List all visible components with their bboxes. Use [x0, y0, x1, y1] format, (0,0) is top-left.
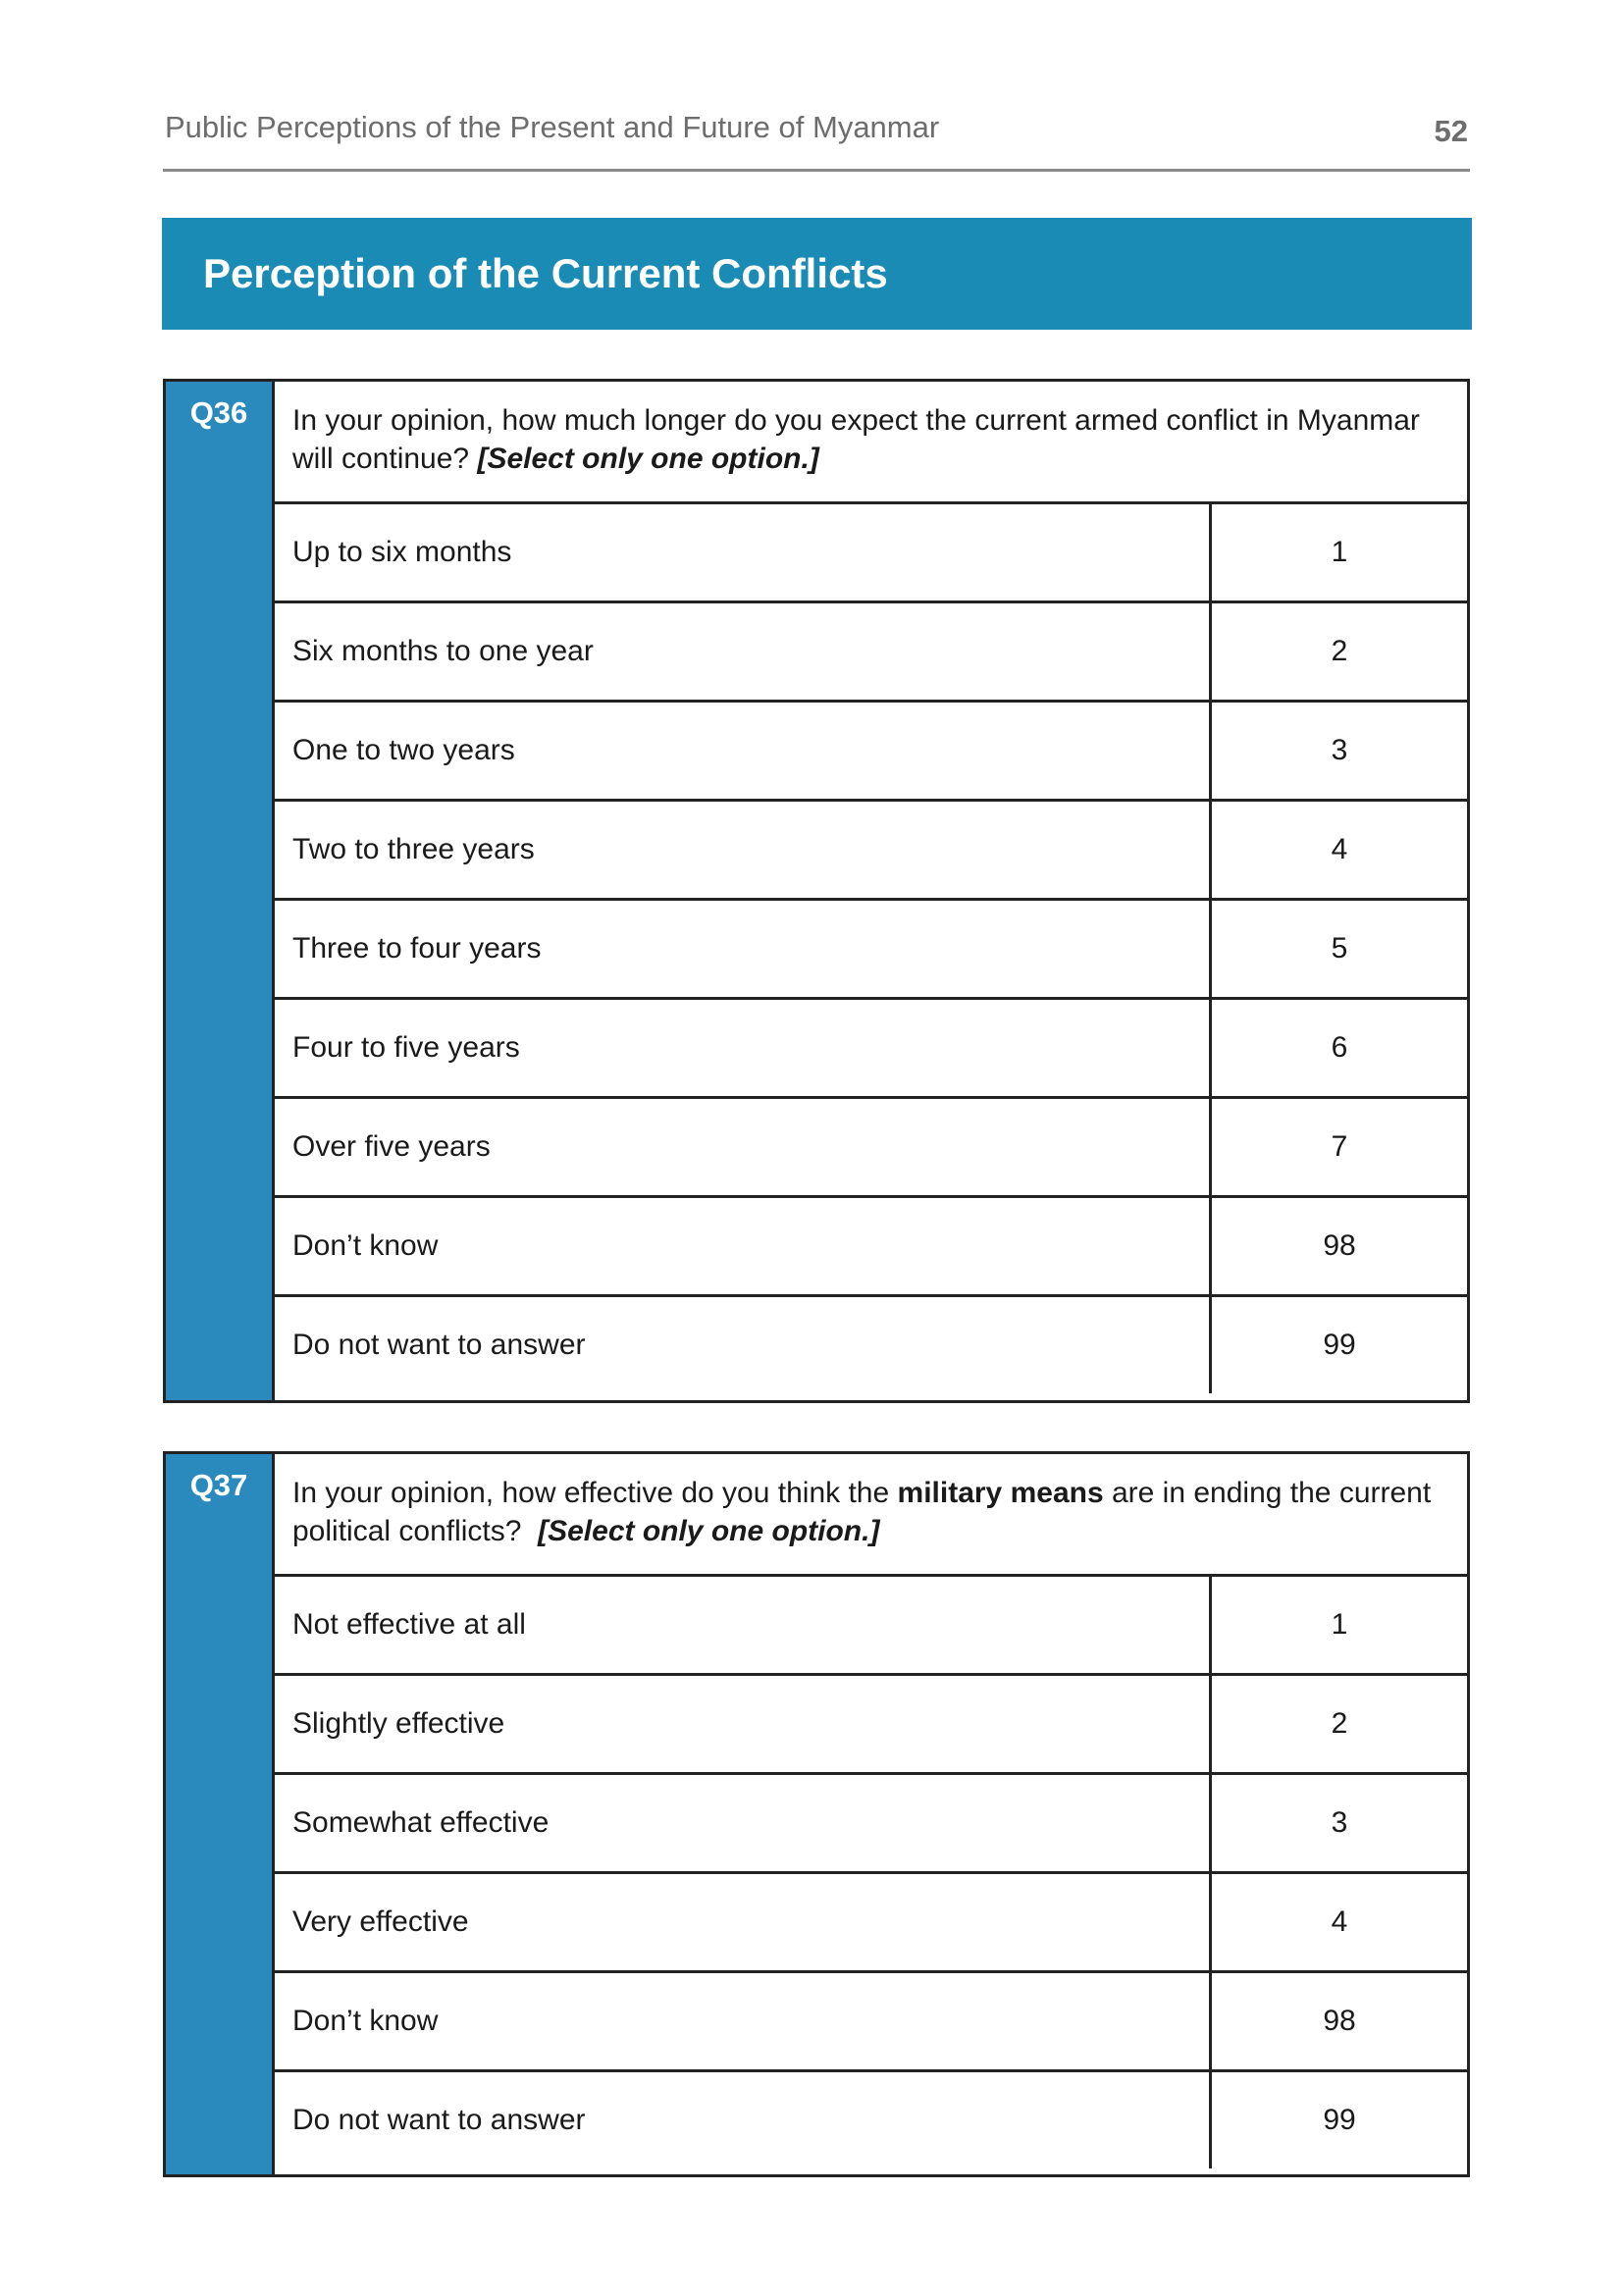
- question-instruction: [Select only one option.]: [538, 1515, 880, 1547]
- option-row: [275, 1198, 1467, 1297]
- question-code-column: [166, 382, 275, 1400]
- option-row: [275, 1577, 1467, 1676]
- option-row: [275, 1874, 1467, 1973]
- option-label: Very effective: [275, 1874, 1212, 1970]
- option-label: Don’t know: [275, 1198, 1212, 1294]
- question-body: [275, 1454, 1467, 2168]
- question-prompt-end: are in ending the current political conflicts?: [292, 1477, 1432, 1547]
- section-banner: [162, 218, 1472, 330]
- question-body: [275, 382, 1467, 1393]
- option-label: Three to four years: [275, 901, 1212, 997]
- running-title: Public Perceptions of the Present and Future of Myanmar: [165, 110, 940, 144]
- question-code-column: [166, 1454, 275, 2174]
- section-title: Perception of the Current Conflicts: [203, 250, 888, 296]
- option-row: [275, 1775, 1467, 1874]
- option-row: [275, 504, 1467, 603]
- option-code: 5: [1331, 932, 1348, 965]
- option-code: 7: [1331, 1130, 1348, 1163]
- option-row: [275, 703, 1467, 802]
- option-code: 98: [1323, 1229, 1356, 1262]
- option-label: Over five years: [275, 1099, 1212, 1195]
- option-label: Two to three years: [275, 802, 1212, 898]
- question-prompt-start: In your opinion, how effective do you think the: [292, 1477, 890, 1509]
- option-row: [275, 1297, 1467, 1393]
- option-code: 4: [1331, 1905, 1348, 1938]
- question-block-q36: [163, 379, 1470, 1403]
- page-number: 52: [1434, 114, 1468, 148]
- option-row: [275, 1676, 1467, 1775]
- option-code: 99: [1323, 1329, 1356, 1361]
- option-label: Six months to one year: [275, 603, 1212, 700]
- option-label: Somewhat effective: [275, 1775, 1212, 1871]
- option-code: 1: [1331, 536, 1348, 568]
- question-instruction: [Select only one option.]: [477, 443, 819, 475]
- question-block-q37: [163, 1451, 1470, 2177]
- question-code: Q37: [189, 1468, 248, 1502]
- option-code: 98: [1323, 2005, 1356, 2037]
- question-prompt: In your opinion, how much longer do you expect the current armed conflict in Myanmar will continue?: [292, 404, 1420, 475]
- option-row: [275, 901, 1467, 1000]
- question-text: [275, 382, 1467, 504]
- question-code: Q36: [189, 395, 248, 430]
- question-emphasis: military means: [897, 1477, 1104, 1509]
- option-row: [275, 2072, 1467, 2168]
- option-row: [275, 603, 1467, 703]
- option-code: 4: [1331, 833, 1348, 865]
- option-code: 3: [1331, 1806, 1348, 1839]
- option-label: Up to six months: [275, 504, 1212, 600]
- option-row: [275, 802, 1467, 901]
- option-label: Slightly effective: [275, 1676, 1212, 1772]
- option-label: Not effective at all: [275, 1577, 1212, 1673]
- option-code: 6: [1331, 1031, 1348, 1064]
- option-label: One to two years: [275, 703, 1212, 799]
- option-row: [275, 1000, 1467, 1099]
- option-code: 1: [1331, 1608, 1348, 1641]
- option-label: Do not want to answer: [275, 2072, 1212, 2168]
- option-label: Four to five years: [275, 1000, 1212, 1096]
- running-header: [163, 110, 1470, 172]
- option-code: 3: [1331, 734, 1348, 766]
- option-label: Do not want to answer: [275, 1297, 1212, 1393]
- option-row: [275, 1973, 1467, 2072]
- option-code: 2: [1331, 635, 1348, 667]
- option-code: 99: [1323, 2104, 1356, 2136]
- option-row: [275, 1099, 1467, 1198]
- question-text: [275, 1454, 1467, 1577]
- option-code: 2: [1331, 1707, 1348, 1740]
- option-label: Don’t know: [275, 1973, 1212, 2069]
